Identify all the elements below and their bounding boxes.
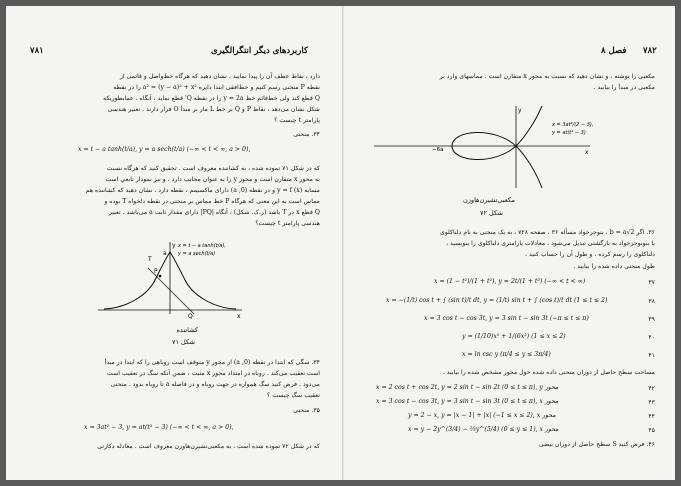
- tractrix-figure: [96, 238, 246, 320]
- left-para2-line: به محور x متقارن است و محور y را به عنوان مجانب دارد ، و نیز نمودار تابعیِ است: [105, 176, 320, 183]
- left-para1-line: نقطه P منحنی رسم کنیم و خط‌افقی ابتدا دایره a² = (y − a)² + x² را در نقطه: [113, 84, 320, 91]
- item-45-number: ۴۵: [648, 427, 655, 434]
- cubic-label-x: x: [585, 149, 589, 156]
- tractrix-label-y: y: [172, 242, 176, 249]
- cubic-legend-line2: y = at(t² − 3): [552, 130, 586, 136]
- left-page-number: ۷۸۱: [30, 46, 44, 56]
- item-40-equation: y = (1/10)x⁵ + 1/(6x³) (1 ≤ x ≤ 2): [462, 333, 566, 340]
- item-39-equation: x = 3 cos t − cos 3t, y = 3 sin t − sin 3t (−π ≤ t ≤ π): [424, 315, 589, 322]
- figure-71-name: کشاننده: [176, 326, 198, 334]
- figure-72-caption: شکل ۷۲: [479, 209, 503, 217]
- right-para36-line: دلناکلوی را رسم کرده ، و طول آن را حساب کنید .: [525, 251, 655, 258]
- item-37-number: ۳۷: [648, 279, 655, 286]
- tractrix-legend-line1: x = t − a tanh(t/a),: [178, 243, 226, 249]
- item-43-number: ۴۳: [648, 399, 655, 406]
- cubic-legend-line1: x = 3at²/(2 − 3),: [552, 122, 594, 128]
- equation-35: x = 3at² − 3, y = at(t² − 3) (−∞ < t < ∞, a > 0),: [84, 424, 234, 431]
- exercise-35-label: ۳۵. منحنی: [293, 407, 320, 414]
- item-42-equation: x = 2 cos t + cos 2t, y = 2 sin t − sin 2t (0 ≤ t ≤ π), y محور: [376, 384, 559, 391]
- item-41-number: ۴۱: [648, 352, 655, 359]
- left-para3-line: تعقیب سگ چیست ؟: [267, 392, 320, 399]
- left-para2-line: که در شکل ۷۱ نموده شده ، به کشاننده معروف است . تحقیق کنید که هرگاه نسبت: [106, 165, 320, 172]
- figure-72-name: مکعبی‌تشیرن‌هاوزن: [463, 196, 515, 204]
- left-page: [6, 6, 340, 480]
- tractrix-label-t: T: [148, 256, 152, 263]
- right-para36-line: ۳۶. اگر b = a√2 ، بنوجرخواد مسأله ۳۶ ، صفحه ۷۲۸ ، به یک منحنی به نام دلناکلوی: [439, 229, 655, 236]
- right-page-number: ۷۸۲: [643, 46, 657, 56]
- item-38-number: ۳۸: [648, 298, 655, 305]
- item-37-equation: x = (1 − t²)/(1 + t²), y = 2t/(1 + t²) (−∞ < t < ∞): [434, 278, 586, 285]
- tractrix-label-a: a: [163, 250, 167, 257]
- right-para36-line: یا بنونوجرخواد به بازگشتی تبدیل می‌شود . معادلات پارامتری دلناکلوی را بنویسید ،: [446, 240, 655, 247]
- left-para1-line: Q قطع کند ولی خط‌قائم خط y = 2a را در نقطه Q' قطع نماید ، آنگاه ، عمابطوریکه: [103, 95, 320, 102]
- item-43-equation: x = 3 cos t − cos 3t, y = 3 sin t − sin 3t (0 ≤ t ≤ π), x محور: [376, 398, 559, 405]
- left-para2-line: مماس است به این معنی که هرگاه P خط مماس بر منحنی در نقطه دلخواه T بوده و: [104, 198, 320, 205]
- left-para3-line: می‌دود . فرض کنید سگ همواره در جهت روباه و در فاصله a تا روباه بدود . منحنی: [110, 381, 320, 388]
- right-intro-line: مکعبی در مبدأ را بیابید .: [593, 84, 655, 91]
- cubic-label-neg: −6a: [432, 147, 444, 153]
- area-intro: مساحت سطح حاصل از دوران منحنی داده شده حول محور مشخص شده را بیابید .: [442, 369, 655, 376]
- item-44-equation: y = 2 − x, y = |x − 1| + |x| (−1 ≤ x ≤ 2), x محور: [408, 412, 556, 419]
- exercise-34-label: ۳۴. منحنی: [293, 131, 320, 138]
- right-page: [346, 6, 675, 480]
- left-para1-line: دارد ، نقاط عطف آن را پیدا نمایید ، نشان دهید که هرگاه خط‌واصل و قائمی از: [119, 73, 320, 80]
- tractrix-legend-line2: y = a sech(t/a): [178, 251, 216, 257]
- tractrix-label-q: Q: [188, 313, 193, 320]
- item-39-number: ۳۹: [648, 316, 655, 323]
- item-41-equation: x = ln csc y (π/4 ≤ y ≤ 3π/4): [462, 351, 551, 358]
- item-44-number: ۴۴: [648, 413, 655, 420]
- item-38-equation: x = −(1/t) cos t + ∫ (sin t)/t dt, y = (1/t) sin t + ∫ (cos t)/t dt (1 ≤ t ≤ 2): [386, 297, 608, 304]
- right-header-title: فصل ۸: [601, 46, 627, 56]
- cubic-label-y: y: [518, 107, 522, 114]
- left-para2-line: مسابه (x) y = f و در نقطه (0, a) دارای ماکسیمم ، نقطه دارد . نشان دهید که کشاننده هم: [85, 187, 320, 194]
- book-spread: [6, 6, 675, 480]
- left-para3-line: است تعقیب می‌کند . روباه در امتداد محور x مثبت ، ضمن آنکه سگ در تعقیب است: [107, 370, 320, 377]
- item-40-number: ۴۰: [648, 334, 655, 341]
- left-para2-line: هندسی پارامتر t چیست؟: [255, 220, 320, 227]
- left-para3-line: ۳۴. سگی که ابتدا در نقطه (0, a) از محور y متوقف است روباهی را که ابتدا در مبدأ: [104, 359, 320, 366]
- tractrix-point-p: [159, 275, 162, 278]
- tractrix-label-p: P: [154, 268, 158, 275]
- cubic-figure: [366, 104, 596, 190]
- cubic-curve: [452, 106, 542, 188]
- figure-71-caption: شکل ۷۱: [171, 338, 195, 346]
- left-para1-line: پارامتر t چیست ؟: [274, 117, 320, 124]
- left-para4-line: که در شکل ۷۲ نموده شده است ، به مکعبی‌تشیرن‌هاوزن معروف است . معادله دکارتی: [97, 443, 320, 450]
- length-intro: طول منحنی داده شده را بیابید .: [573, 263, 655, 270]
- left-para2-line: Q قطع x در T باشد (ر.ک. شکل) ، آنگاه |PQ| دارای مقدار ثابت a می‌باشد . تعبیر: [108, 209, 320, 216]
- tractrix-label-x: x: [237, 313, 241, 320]
- book-gutter: [342, 6, 344, 480]
- left-header-title: کاربرد‌های دیگر انتگرالگیری: [211, 46, 308, 56]
- right-intro-line: مکعبی را نوشته ، و نشان دهید که نسبت به محور x متقارن است . مماسهای وارد بر: [439, 73, 655, 80]
- item-45-equation: x = y − 2y^(3/4) − ⅔y^(5/4) (0 ≤ y ≤ 1), x محور: [408, 426, 559, 433]
- equation-34: x = t − a tanh(t/a), y = a sech(t/a) (−∞ < t < ∞, a > 0),: [78, 146, 251, 153]
- item-42-number: ۴۲: [648, 385, 655, 392]
- item-46-text: ۴۶. فرض کنید S سطح حاصل از دوران بیضی: [538, 441, 655, 448]
- left-para1-line: شکل نشان می‌دهد ، نقاط P و Q بر خط L مار بر مبدأ O قرار دارند . تعبیر هندسی: [107, 106, 320, 113]
